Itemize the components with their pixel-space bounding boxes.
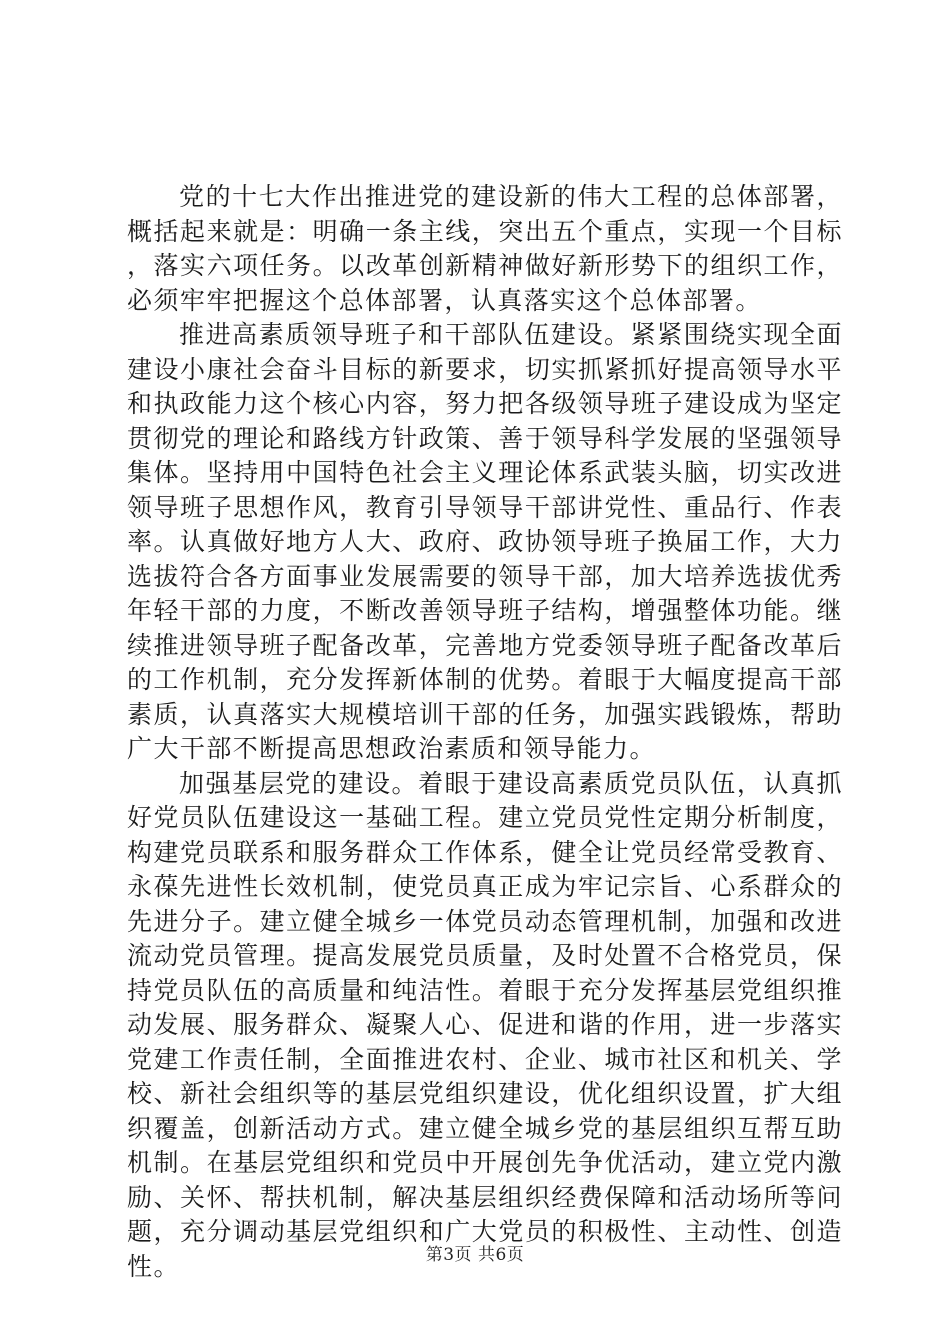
paragraph-leadership-building: 推进高素质领导班子和干部队伍建设。紧紧围绕实现全面建设小康社会奋斗目标的新要求，切实抓紧抓好提高领导水平和执政能力这个核心内容，努力把各级领导班子建设成为坚定贯彻党的理论和路线方针政策、善于领导科学发展的坚强领导集体。坚持用中国特色社会主义理论体系武装头脑，切实改进领导班子思想作风，教育引导领导干部讲党性、重品行、作表率。认真做好地方人大、政府、政协领导班子换届工作，大力选拔符合各方面事业发展需要的领导干部，加大培养选拔优秀年轻干部的力度，不断改善领导班子结构，增强整体功能。继续推进领导班子配备改革，完善地方党委领导班子配备改革后的工作机制，充分发挥新体制的优势。着眼于大幅度提高干部素质，认真落实大规模培训干部的任务，加强实践锻炼，帮助广大干部不断提高思想政治素质和领导能力。	[127, 320, 843, 763]
paragraph-grassroots-building: 加强基层党的建设。着眼于建设高素质党员队伍，认真抓好党员队伍建设这一基础工程。建立党员党性定期分析制度，构建党员联系和服务群众工作体系，健全让党员经常受教育、永葆先进性长效机制，使党员真正成为牢记宗旨、心系群众的先进分子。建立健全城乡一体党员动态管理机制，加强和改进流动党员管理。提高发展党员质量，及时处置不合格党员，保持党员队伍的高质量和纯洁性。着眼于充分发挥基层党组织推动发展、服务群众、凝聚人心、促进和谐的作用，进一步落实党建工作责任制，全面推进农村、企业、城市社区和机关、学校、新社会组织等的基层党组织建设，优化组织设置，扩大组织覆盖，创新活动方式。建立健全城乡党的基层组织互帮互助机制。在基层党组织和党员中开展创先争优活动，建立党内激励、关怀、帮扶机制，解决基层组织经费保障和活动场所等问题，充分调动基层党组织和广大党员的积极性、主动性、创造性。	[127, 768, 843, 1281]
document-body	[127, 180, 843, 1284]
page-number-footer: 第3页 共6页	[425, 1245, 525, 1265]
paragraph-overall-deployment: 党的十七大作出推进党的建设新的伟大工程的总体部署，概括起来就是：明确一条主线，突出五个重点，实现一个目标，落实六项任务。以改革创新精神做好新形势下的组织工作，必须牢牢把握这个总体部署，认真落实这个总体部署。	[127, 182, 843, 315]
